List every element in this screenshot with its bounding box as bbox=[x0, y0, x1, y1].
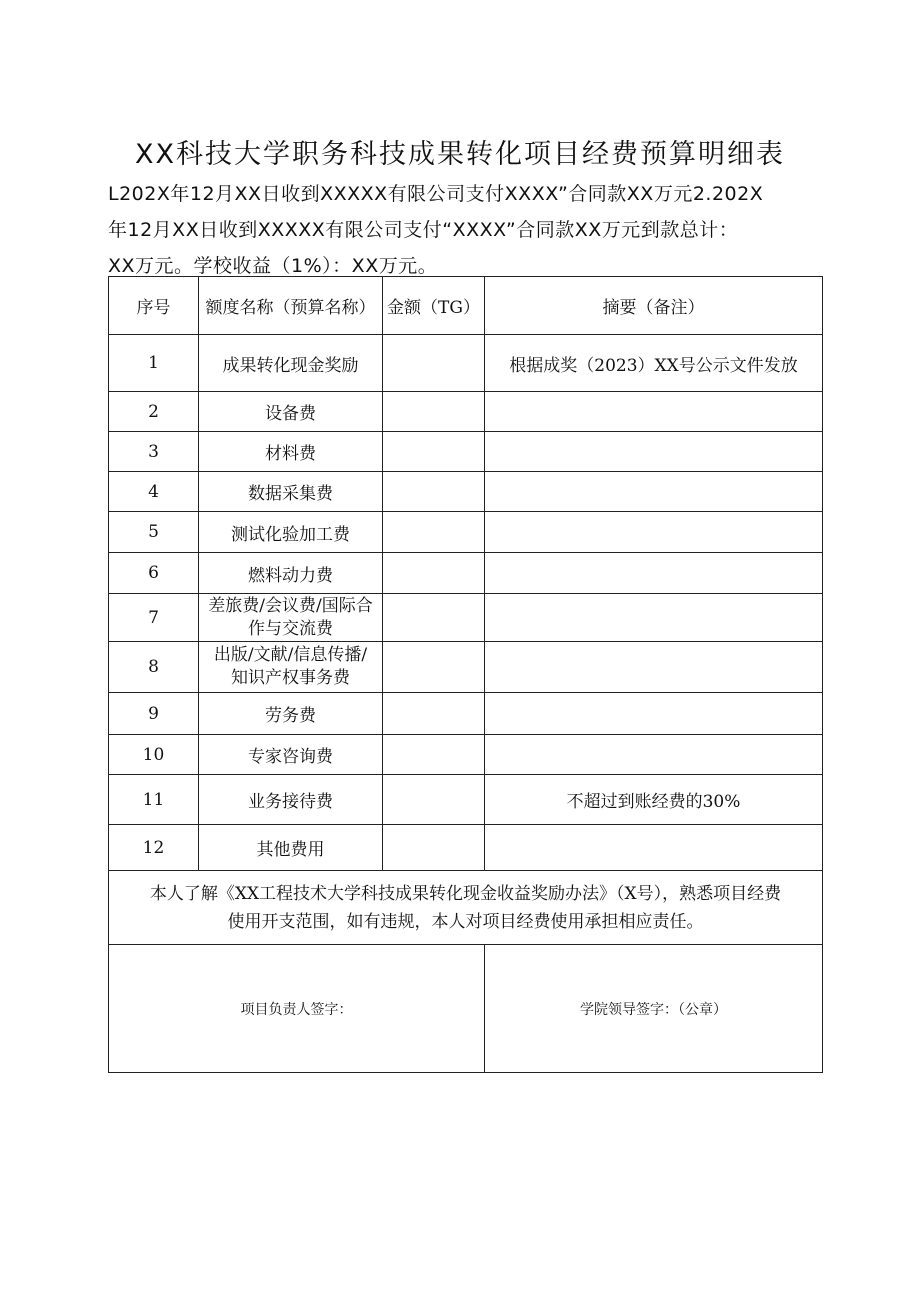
row-seq: 10 bbox=[109, 735, 199, 775]
intro-line-2: 年12月XX日收到XXXXX有限公司支付“XXXX”合同款XX万元到款总计： bbox=[108, 219, 739, 241]
row-note bbox=[485, 392, 823, 432]
statement-row bbox=[109, 871, 823, 945]
row-name: 测试化验加工费 bbox=[199, 512, 383, 553]
intro-line-1: L202X年12月XX日收到XXXXX有限公司支付XXXX”合同款XX万元2.202X bbox=[108, 183, 764, 205]
row-name: 材料费 bbox=[199, 432, 383, 472]
row-amount bbox=[383, 642, 485, 693]
row-name-line-2: 知识产权事务费 bbox=[231, 668, 350, 688]
row-note bbox=[485, 472, 823, 512]
project-leader-signature-field[interactable]: 项目负责人签字： bbox=[109, 945, 485, 1073]
row-amount bbox=[383, 594, 485, 642]
row-name-line-1: 差旅费/会议费/国际合 bbox=[208, 595, 373, 616]
table-header-row bbox=[109, 277, 823, 335]
row-note bbox=[485, 735, 823, 775]
table-row bbox=[109, 642, 823, 693]
row-note bbox=[485, 553, 823, 594]
table-row bbox=[109, 735, 823, 775]
row-seq: 12 bbox=[109, 825, 199, 871]
intro-line-3: XX万元。学校收益（1%）：XX万元。 bbox=[108, 255, 438, 277]
row-note bbox=[485, 432, 823, 472]
table-row bbox=[109, 512, 823, 553]
row-note bbox=[485, 594, 823, 642]
row-name bbox=[199, 594, 383, 642]
row-name bbox=[199, 642, 383, 693]
table-row bbox=[109, 594, 823, 642]
row-seq: 2 bbox=[109, 392, 199, 432]
row-note: 根据成奖（2023）XX号公示文件发放 bbox=[485, 335, 823, 392]
row-amount bbox=[383, 392, 485, 432]
row-seq: 11 bbox=[109, 775, 199, 825]
document-title: XX科技大学职务科技成果转化项目经费预算明细表 bbox=[135, 139, 785, 170]
table-row bbox=[109, 335, 823, 392]
row-name-line-2: 作与交流费 bbox=[248, 618, 333, 639]
header-seq: 序号 bbox=[109, 277, 199, 335]
table-row bbox=[109, 693, 823, 735]
header-amount: 金额（TG） bbox=[383, 277, 485, 335]
row-amount bbox=[383, 775, 485, 825]
row-amount bbox=[383, 735, 485, 775]
row-seq: 4 bbox=[109, 472, 199, 512]
row-amount bbox=[383, 432, 485, 472]
table-row bbox=[109, 432, 823, 472]
responsibility-statement bbox=[109, 871, 823, 945]
row-amount bbox=[383, 472, 485, 512]
table-row bbox=[109, 775, 823, 825]
row-amount bbox=[383, 693, 485, 735]
row-name: 燃料动力费 bbox=[199, 553, 383, 594]
row-note bbox=[485, 825, 823, 871]
row-seq: 8 bbox=[109, 642, 199, 693]
header-note: 摘要（备注） bbox=[485, 277, 823, 335]
row-name: 设备费 bbox=[199, 392, 383, 432]
row-seq: 6 bbox=[109, 553, 199, 594]
row-name: 专家咨询费 bbox=[199, 735, 383, 775]
row-name: 业务接待费 bbox=[199, 775, 383, 825]
row-amount bbox=[383, 512, 485, 553]
row-seq: 1 bbox=[109, 335, 199, 392]
signature-row bbox=[109, 945, 823, 1073]
row-name-line-1: 出版/文献/信息传播/ bbox=[213, 645, 368, 665]
statement-line-1: 本人了解《XX工程技术大学科技成果转化现金收益奖励办法》（X号），熟悉项目经费 bbox=[149, 883, 782, 904]
budget-table bbox=[108, 276, 823, 1073]
header-name: 额度名称（预算名称） bbox=[199, 277, 383, 335]
row-amount bbox=[383, 335, 485, 392]
row-note bbox=[485, 642, 823, 693]
row-seq: 5 bbox=[109, 512, 199, 553]
row-name: 劳务费 bbox=[199, 693, 383, 735]
row-note bbox=[485, 693, 823, 735]
table-row bbox=[109, 472, 823, 512]
row-name: 数据采集费 bbox=[199, 472, 383, 512]
row-name: 成果转化现金奖励 bbox=[199, 335, 383, 392]
row-name: 其他费用 bbox=[199, 825, 383, 871]
row-seq: 9 bbox=[109, 693, 199, 735]
row-note: 不超过到账经费的30% bbox=[485, 775, 823, 825]
row-seq: 7 bbox=[109, 594, 199, 642]
statement-line-2: 使用开支范围，如有违规，本人对项目经费使用承担相应责任。 bbox=[227, 911, 704, 932]
row-amount bbox=[383, 553, 485, 594]
row-note bbox=[485, 512, 823, 553]
table-row bbox=[109, 553, 823, 594]
intro-paragraph bbox=[108, 176, 820, 284]
college-leader-signature-field[interactable]: 学院领导签字：（公章） bbox=[485, 945, 823, 1073]
table-row bbox=[109, 825, 823, 871]
row-amount bbox=[383, 825, 485, 871]
table-row bbox=[109, 392, 823, 432]
row-seq: 3 bbox=[109, 432, 199, 472]
